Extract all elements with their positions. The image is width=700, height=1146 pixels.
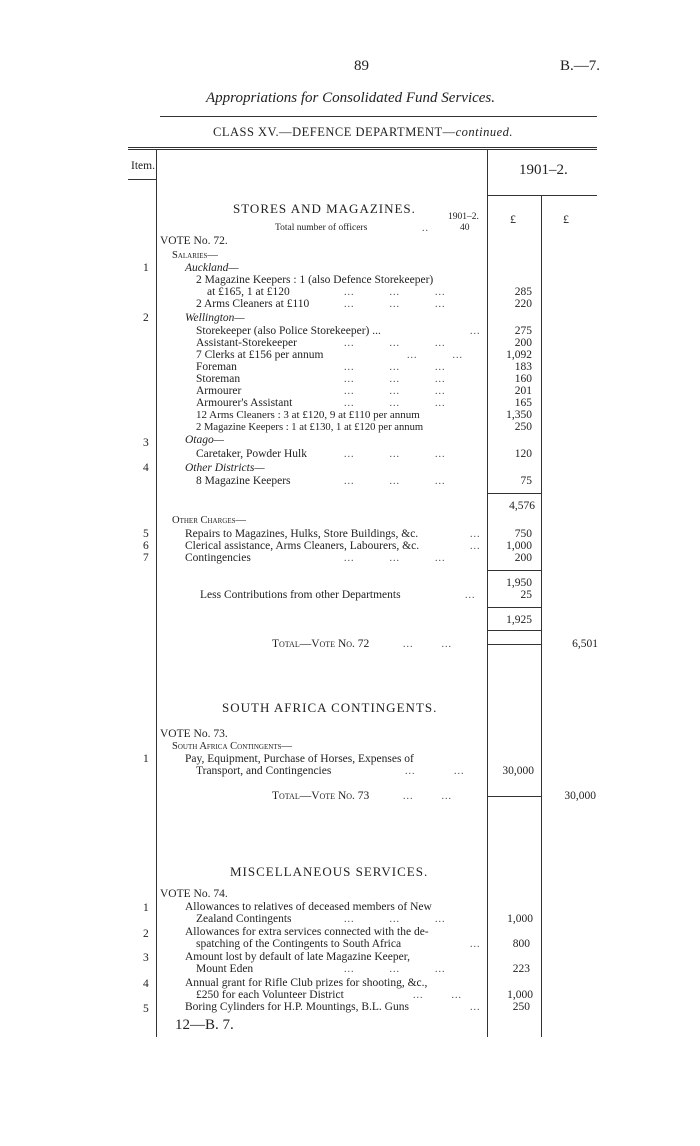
item-number: 5 xyxy=(143,1003,149,1015)
document-reference: B.—7. xyxy=(560,58,601,74)
vote-73-total-value: 30,000 xyxy=(564,790,596,802)
line-item-label: Repairs to Magazines, Hulks, Store Buildings, &c. xyxy=(185,528,419,540)
vote-72-heading: VOTE No. 72. xyxy=(160,235,228,247)
amount-value: 220 xyxy=(514,298,532,310)
item-number: 1 xyxy=(143,753,149,765)
officers-label: Total number of officers xyxy=(275,223,368,233)
item-number: 3 xyxy=(143,437,149,449)
subtotal-value: 1,950 xyxy=(506,577,532,589)
other-districts-heading: Other Districts— xyxy=(185,462,265,474)
line-item-label: 2 Magazine Keepers : 1 (also Defence Storekeeper) xyxy=(196,274,434,286)
line-item-label: spatching of the Contingents to South Africa xyxy=(196,938,402,950)
leader-dots: ... ... xyxy=(413,990,462,1001)
line-item-label: Storekeeper (also Police Storekeeper) ... xyxy=(196,325,381,337)
item-column-header: Item. xyxy=(131,160,155,172)
amount-value: 1,350 xyxy=(506,409,532,421)
leader-dots: ... xyxy=(470,939,481,950)
amount-value: 30,000 xyxy=(502,765,534,777)
less-contributions-label: Less Contributions from other Departments xyxy=(200,589,401,601)
line-item-label: Foreman xyxy=(196,361,237,373)
leader-dots: ... xyxy=(470,326,481,337)
leader-dots: ... ... ... xyxy=(344,553,446,564)
amount-value: 200 xyxy=(514,552,532,564)
south-africa-heading: SOUTH AFRICA CONTINGENTS. xyxy=(222,700,438,715)
class-heading-main: CLASS XV.—DEFENCE DEPARTMENT— xyxy=(213,125,456,139)
year-column-header: 1901–2. xyxy=(519,162,568,178)
currency-symbol-amount: £ xyxy=(510,212,516,226)
year-header-rule xyxy=(487,195,597,196)
amount-value: 25 xyxy=(520,589,532,601)
amount-value: 1,000 xyxy=(506,540,532,552)
leader-dots: ... ... ... xyxy=(344,449,446,460)
amount-value: 200 xyxy=(514,337,532,349)
signature-mark: 12—B. 7. xyxy=(175,1017,234,1033)
item-number: 4 xyxy=(143,978,149,990)
total-rule xyxy=(487,644,541,645)
item-number: 2 xyxy=(143,312,149,324)
line-item-label: 2 Arms Cleaners at £110 xyxy=(196,298,310,310)
line-item-label: Assistant-Storekeeper xyxy=(196,337,297,349)
amount-value: 285 xyxy=(514,286,532,298)
amount-value: 250 xyxy=(514,421,532,433)
leader-dots: ... ... ... xyxy=(344,287,446,298)
other-charges-heading: Other Charges— xyxy=(172,515,246,526)
leader-dots: ... ... ... xyxy=(344,362,446,373)
vote-73-heading: VOTE No. 73. xyxy=(160,728,228,740)
officers-count: 40 xyxy=(460,223,470,233)
total-rule xyxy=(487,796,541,797)
leader-dots: ... ... ... xyxy=(344,374,446,385)
subtotal-rule xyxy=(487,493,541,494)
leader-dots: ... ... ... xyxy=(344,476,446,487)
line-item-label: Armourer's Assistant xyxy=(196,397,293,409)
vote-72-total-value: 6,501 xyxy=(572,638,598,650)
line-item-label: £250 for each Volunteer District xyxy=(196,989,344,1001)
leader-dots: ... xyxy=(470,1002,481,1013)
currency-symbol-total: £ xyxy=(563,212,569,226)
amount-value: 165 xyxy=(514,397,532,409)
amount-value: 275 xyxy=(514,325,532,337)
item-number: 1 xyxy=(143,902,149,914)
amount-value: 1,000 xyxy=(507,913,533,925)
wellington-heading: Wellington— xyxy=(185,312,245,324)
leader-dots: ... ... ... xyxy=(344,964,446,975)
amount-value: 201 xyxy=(514,385,532,397)
officers-year: 1901–2. xyxy=(448,212,479,222)
item-number: 5 xyxy=(143,528,149,540)
line-item-label: 7 Clerks at £156 per annum xyxy=(196,349,324,361)
line-item-label: Caretaker, Powder Hulk xyxy=(196,448,307,460)
amount-value: 250 xyxy=(512,1001,530,1013)
subtotal-rule xyxy=(487,630,541,631)
line-item-label: at £165, 1 at £120 xyxy=(207,286,290,298)
line-item-label: Annual grant for Rifle Club prizes for shooting, &c., xyxy=(185,977,428,989)
item-number: 4 xyxy=(143,462,149,474)
leader-dots: ... ... xyxy=(403,639,452,650)
amount-value: 120 xyxy=(514,448,532,460)
leader-dots: ... ... xyxy=(403,791,452,802)
item-number: 6 xyxy=(143,540,149,552)
south-africa-subheading: South Africa Contingents— xyxy=(172,741,292,752)
item-number: 2 xyxy=(143,928,149,940)
item-header-rule xyxy=(128,179,156,180)
line-item-label: Transport, and Contingencies xyxy=(196,765,332,777)
salaries-heading: Salaries— xyxy=(172,250,218,261)
leader-dots: ... ... xyxy=(405,766,465,777)
vote-74-heading: VOTE No. 74. xyxy=(160,888,228,900)
header-rule-top2 xyxy=(128,149,597,150)
leader-dots: ... ... ... xyxy=(344,338,446,349)
leader-dots: ... ... ... xyxy=(344,398,446,409)
otago-heading: Otago— xyxy=(185,434,224,446)
class-heading xyxy=(213,125,513,140)
item-column-divider xyxy=(156,149,157,1037)
line-item-label: 12 Arms Cleaners : 3 at £120, 9 at £110 per annum xyxy=(196,409,420,421)
amount-value: 1,000 xyxy=(507,989,533,1001)
leader-dots: ... xyxy=(465,590,476,601)
leader-dots: ... ... ... xyxy=(344,386,446,397)
leader-dots: ... ... ... xyxy=(344,914,446,925)
amount-value: 75 xyxy=(520,475,532,487)
subtotal-value: 1,925 xyxy=(506,614,532,626)
leader-dots: ... xyxy=(470,529,481,540)
line-item-label: Pay, Equipment, Purchase of Horses, Expenses of xyxy=(185,753,414,765)
line-item-label: Contingencies xyxy=(185,552,251,564)
line-item-label: 8 Magazine Keepers xyxy=(196,475,291,487)
subtotal-rule xyxy=(487,570,541,571)
auckland-heading: Auckland— xyxy=(185,262,239,274)
line-item-label: Amount lost by default of late Magazine Keeper, xyxy=(185,951,410,963)
amount-value: 750 xyxy=(514,528,532,540)
title-rule xyxy=(160,116,597,117)
total-column-divider xyxy=(541,196,542,1037)
vote-72-total-label: Total—Vote No. 72 xyxy=(272,638,370,650)
vote-73-total-label: Total—Vote No. 73 xyxy=(272,790,370,802)
item-number: 7 xyxy=(143,552,149,564)
subtotal-rule xyxy=(487,607,541,608)
line-item-label: Storeman xyxy=(196,373,241,385)
miscellaneous-heading: MISCELLANEOUS SERVICES. xyxy=(230,864,429,879)
leader-dots: ... ... ... xyxy=(344,299,446,310)
amount-value: 1,092 xyxy=(506,349,532,361)
line-item-label: Allowances for extra services connected with the de- xyxy=(185,926,429,938)
item-number: 1 xyxy=(143,262,149,274)
officers-dots: .. xyxy=(422,223,429,234)
amount-value: 160 xyxy=(514,373,532,385)
line-item-label: 2 Magazine Keepers : 1 at £130, 1 at £120 per annum xyxy=(196,422,424,433)
header-rule-top xyxy=(128,147,597,148)
line-item-label: Clerical assistance, Arms Cleaners, Labourers, &c. xyxy=(185,540,420,552)
stores-heading: STORES AND MAGAZINES. xyxy=(233,201,416,216)
item-number: 3 xyxy=(143,952,149,964)
class-heading-continued: continued. xyxy=(455,125,514,139)
amount-value: 183 xyxy=(514,361,532,373)
leader-dots: ... ... xyxy=(407,350,463,361)
line-item-label: Boring Cylinders for H.P. Mountings, B.L. Guns xyxy=(185,1001,409,1013)
page-title: Appropriations for Consolidated Fund Services. xyxy=(206,90,496,106)
page-number: 89 xyxy=(354,58,369,74)
line-item-label: Armourer xyxy=(196,385,242,397)
amount-value: 800 xyxy=(512,938,530,950)
line-item-label: Zealand Contingents xyxy=(196,913,292,925)
amount-value: 223 xyxy=(512,963,530,975)
leader-dots: ... xyxy=(470,541,481,552)
line-item-label: Allowances to relatives of deceased members of New xyxy=(185,901,432,913)
line-item-label: Mount Eden xyxy=(196,963,254,975)
subtotal-value: 4,576 xyxy=(509,500,535,512)
